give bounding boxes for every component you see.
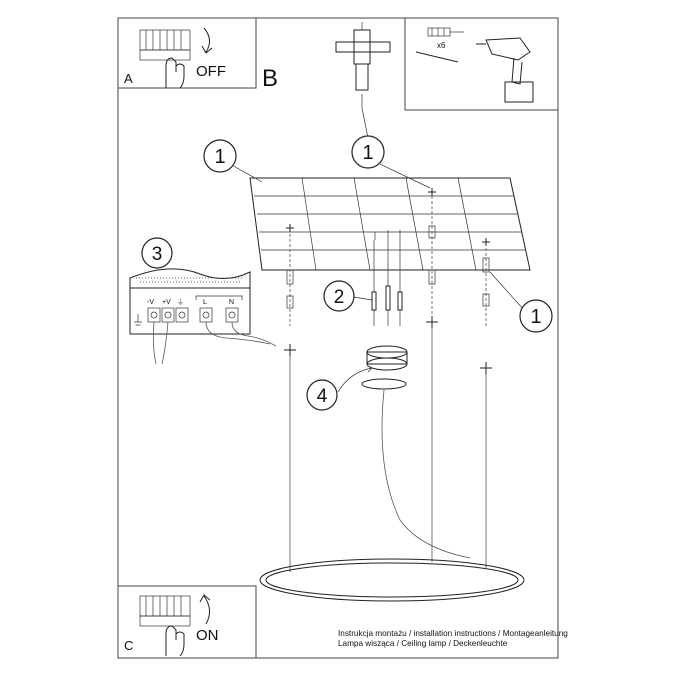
panel-c-letter: C <box>124 638 134 653</box>
callout-1-left <box>204 140 262 182</box>
ceiling-grid <box>250 178 530 270</box>
right-mount <box>480 248 492 374</box>
terminal-label-plus-v: +V <box>162 299 171 306</box>
ring-lamp <box>260 559 524 601</box>
drill-icon <box>476 38 533 102</box>
svg-text:2: 2 <box>333 287 345 308</box>
callout-3 <box>142 238 172 268</box>
canopy <box>362 346 407 389</box>
footer-line-2: Lampa wisząca / Ceiling lamp / Deckenleuchte <box>338 639 508 648</box>
callout-2 <box>324 281 372 311</box>
switch-down-arrow-icon <box>202 28 212 53</box>
bracket-screws <box>372 240 402 326</box>
panel-a <box>118 18 256 88</box>
svg-text:1: 1 <box>362 142 374 164</box>
wall-plug-icon <box>428 28 464 36</box>
outer-frame <box>118 18 558 658</box>
svg-text:4: 4 <box>316 386 328 407</box>
footer-line-1: Instrukcja montażu / installation instructions / Montageanleitung <box>338 629 568 638</box>
terminal-label-n: N <box>229 299 235 306</box>
screw-icon <box>416 52 458 62</box>
hand-icon <box>166 58 184 88</box>
left-mount <box>284 234 296 356</box>
ground-icon <box>134 314 142 325</box>
panel-c-state: ON <box>196 627 219 644</box>
callout-1-right <box>490 272 552 332</box>
ceiling-screw-marks <box>286 188 490 246</box>
panel-c <box>118 586 256 658</box>
svg-text:1: 1 <box>214 146 226 168</box>
panel-a-letter: A <box>124 71 133 86</box>
switch-box-on-icon <box>140 596 190 626</box>
anchor-detail <box>336 22 390 108</box>
tools-box <box>405 18 558 110</box>
panel-b-letter: B <box>262 65 279 92</box>
panel-a-state: OFF <box>196 63 226 80</box>
suspension-cables <box>290 328 486 572</box>
terminal-label-ground: ⏚ <box>177 299 184 306</box>
terminal-block <box>130 269 276 364</box>
switch-up-arrow-icon <box>200 595 210 624</box>
svg-text:1: 1 <box>530 306 542 328</box>
middle-mount <box>426 196 438 328</box>
hand-icon-c <box>166 626 184 656</box>
screw-count: x6 <box>437 41 446 50</box>
callout-4 <box>307 366 372 410</box>
terminal-label-l: L <box>203 299 207 306</box>
terminal-label-minus-v: -V <box>147 299 154 306</box>
svg-text:3: 3 <box>151 244 163 265</box>
callout-1-top <box>352 136 430 188</box>
switch-box-off-icon <box>140 30 190 60</box>
